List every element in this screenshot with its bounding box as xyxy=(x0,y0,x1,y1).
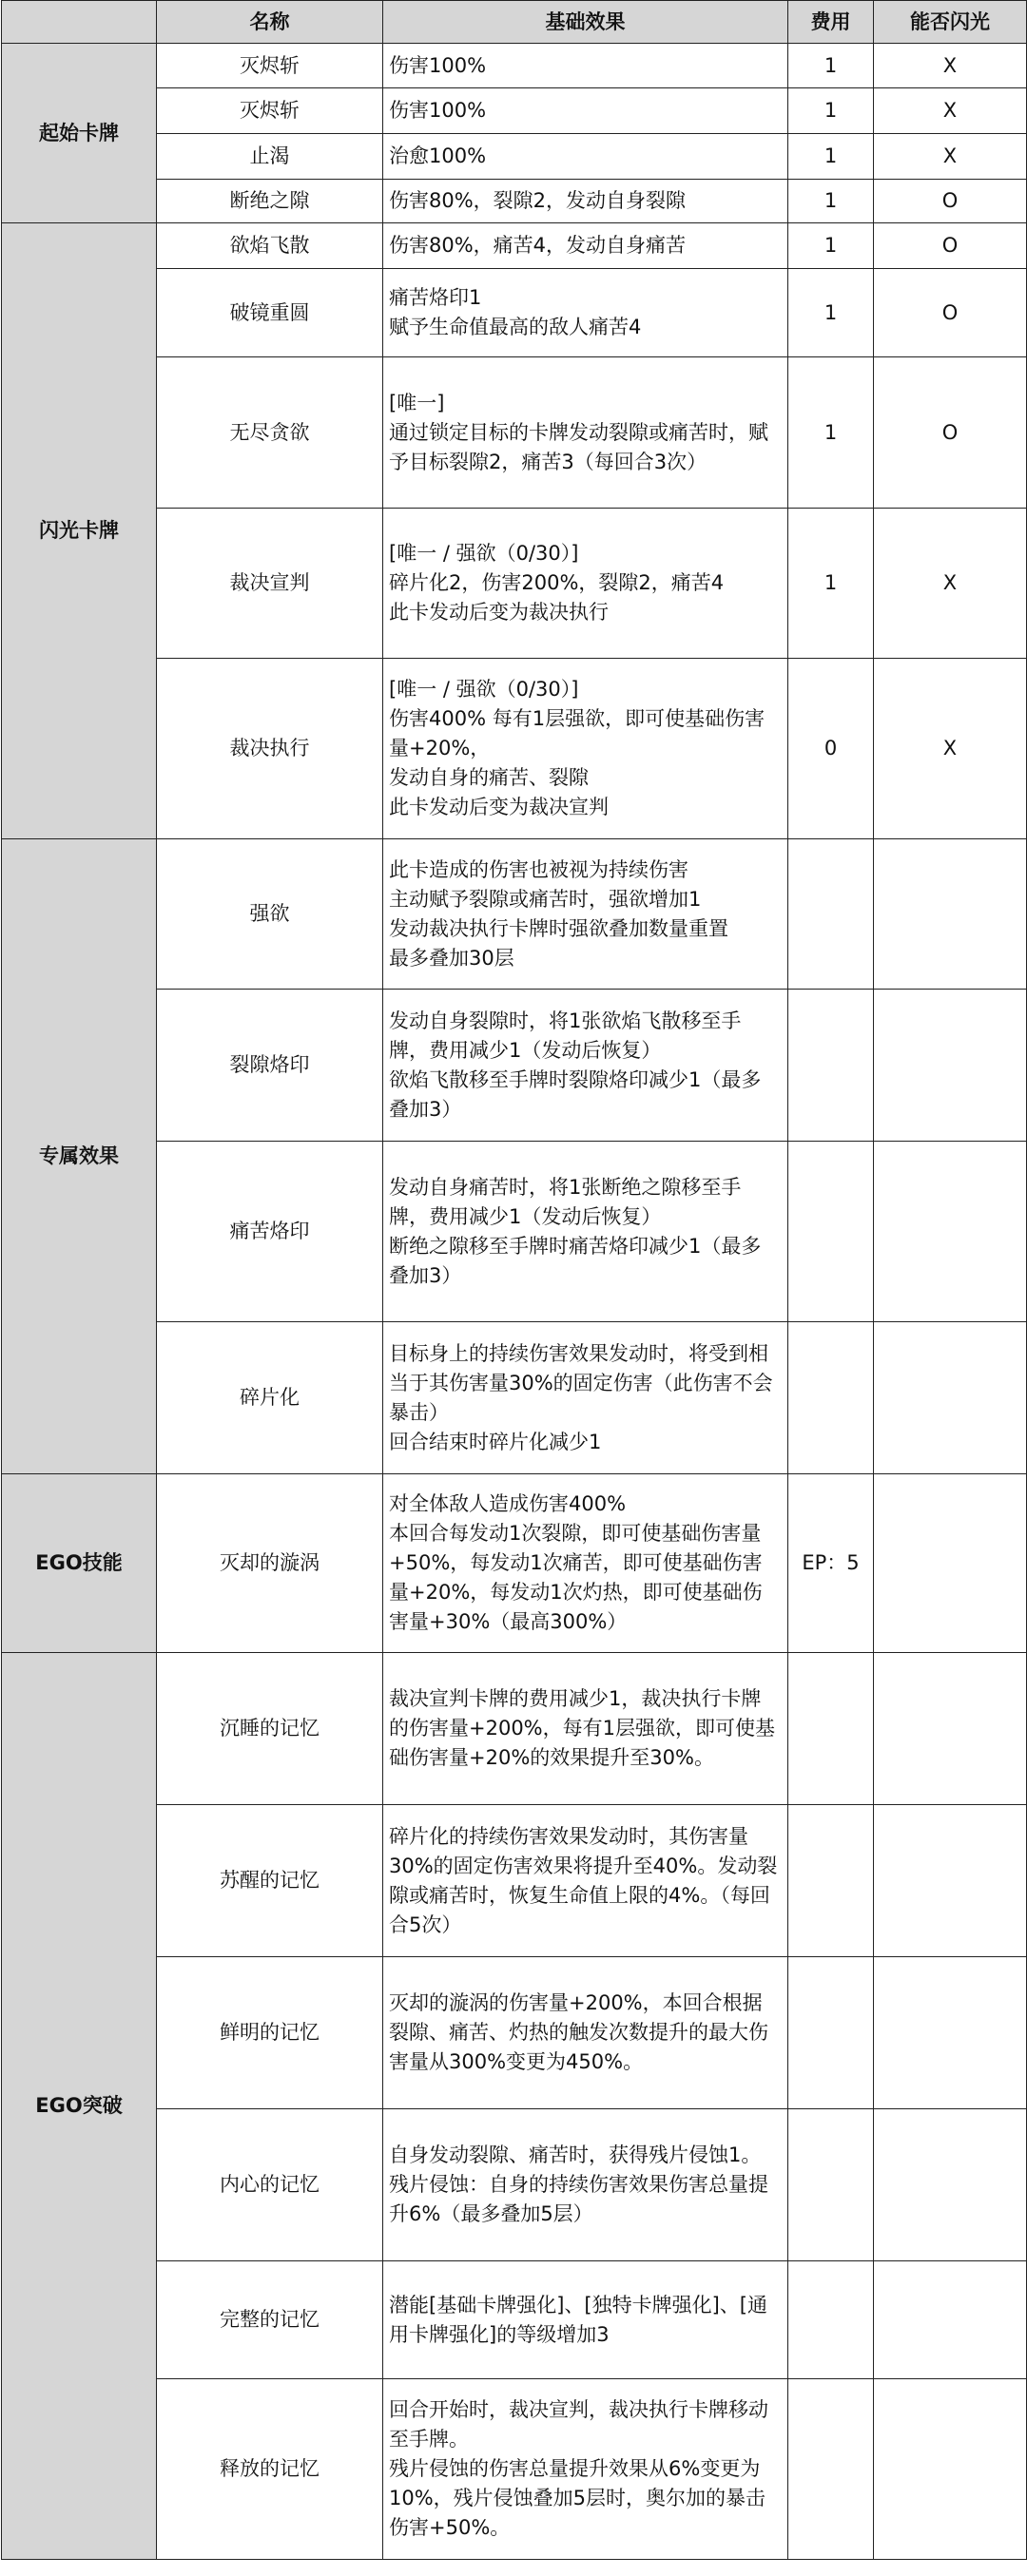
card-flash xyxy=(874,1957,1027,2109)
card-flash: X xyxy=(874,659,1027,839)
card-effect: 伤害100% xyxy=(383,88,788,134)
card-name: 苏醒的记忆 xyxy=(157,1805,383,1957)
card-name: 强欲 xyxy=(157,839,383,990)
card-flash: X xyxy=(874,88,1027,134)
card-flash: O xyxy=(874,269,1027,357)
card-flash xyxy=(874,1474,1027,1653)
card-effect: 碎片化的持续伤害效果发动时，其伤害量30%的固定伤害效果将提升至40%。发动裂隙或痛苦时，恢复生命值上限的4%。（每回合5次） xyxy=(383,1805,788,1957)
card-name: 灭却的漩涡 xyxy=(157,1474,383,1653)
card-flash: X xyxy=(874,44,1027,88)
table-row xyxy=(2,1653,1027,1805)
card-name: 裁决执行 xyxy=(157,659,383,839)
card-name: 灭烬斩 xyxy=(157,44,383,88)
header-group-cell xyxy=(2,1,157,44)
card-flash: O xyxy=(874,223,1027,269)
group-label: 闪光卡牌 xyxy=(2,223,157,839)
card-name: 止渴 xyxy=(157,134,383,180)
card-name: 欲焰飞散 xyxy=(157,223,383,269)
card-cost xyxy=(788,1805,874,1957)
card-cost: 1 xyxy=(788,269,874,357)
card-name: 破镜重圆 xyxy=(157,269,383,357)
card-cost: 1 xyxy=(788,357,874,509)
card-effect: 对全体敌人造成伤害400% 本回合每发动1次裂隙，即可使基础伤害量+50%，每发动1次痛苦，即可使基础伤害量+20%，每发动1次灼热，即可使基础伤害量+30%（最高300%） xyxy=(383,1474,788,1653)
card-cost: 1 xyxy=(788,88,874,134)
card-cost: 1 xyxy=(788,134,874,180)
card-name: 内心的记忆 xyxy=(157,2109,383,2261)
card-flash: O xyxy=(874,180,1027,223)
card-name: 碎片化 xyxy=(157,1322,383,1474)
card-flash: X xyxy=(874,134,1027,180)
card-effect: 裁决宣判卡牌的费用减少1，裁决执行卡牌的伤害量+200%，每有1层强欲，即可使基础伤害量+20%的效果提升至30%。 xyxy=(383,1653,788,1805)
card-effect: 治愈100% xyxy=(383,134,788,180)
card-cost: 1 xyxy=(788,180,874,223)
card-name: 痛苦烙印 xyxy=(157,1142,383,1322)
group-label: EGO突破 xyxy=(2,1653,157,2560)
card-effect: 潜能[基础卡牌强化]、[独特卡牌强化]、[通用卡牌强化]的等级增加3 xyxy=(383,2261,788,2379)
card-effect: [唯一] 通过锁定目标的卡牌发动裂隙或痛苦时，赋予目标裂隙2，痛苦3（每回合3次） xyxy=(383,357,788,509)
table-body xyxy=(2,44,1027,2560)
card-cost: 1 xyxy=(788,509,874,659)
card-flash xyxy=(874,1142,1027,1322)
card-effect: 此卡造成的伤害也被视为持续伤害 主动赋予裂隙或痛苦时，强欲增加1 发动裁决执行卡牌时强欲叠加数量重置 最多叠加30层 xyxy=(383,839,788,990)
card-effects-table xyxy=(1,0,1027,2560)
card-flash xyxy=(874,839,1027,990)
card-cost xyxy=(788,2261,874,2379)
card-effect: [唯一 / 强欲（0/30）] 伤害400% 每有1层强欲，即可使基础伤害量+20%， 发动自身的痛苦、裂隙 此卡发动后变为裁决宣判 xyxy=(383,659,788,839)
card-cost: 1 xyxy=(788,223,874,269)
card-cost xyxy=(788,839,874,990)
group-label: 专属效果 xyxy=(2,839,157,1474)
card-flash xyxy=(874,1322,1027,1474)
card-name: 释放的记忆 xyxy=(157,2379,383,2560)
card-cost xyxy=(788,990,874,1142)
card-effect: 回合开始时，裁决宣判，裁决执行卡牌移动至手牌。 残片侵蚀的伤害总量提升效果从6%变更为10%，残片侵蚀叠加5层时，奥尔加的暴击伤害+50%。 xyxy=(383,2379,788,2560)
card-flash xyxy=(874,990,1027,1142)
header-effect: 基础效果 xyxy=(383,1,788,44)
table-row xyxy=(2,839,1027,990)
card-cost xyxy=(788,1653,874,1805)
card-cost xyxy=(788,1322,874,1474)
card-name: 断绝之隙 xyxy=(157,180,383,223)
card-name: 裂隙烙印 xyxy=(157,990,383,1142)
card-effect: 灭却的漩涡的伤害量+200%，本回合根据裂隙、痛苦、灼热的触发次数提升的最大伤害量从300%变更为450%。 xyxy=(383,1957,788,2109)
card-effect: 目标身上的持续伤害效果发动时，将受到相当于其伤害量30%的固定伤害（此伤害不会暴击） 回合结束时碎片化减少1 xyxy=(383,1322,788,1474)
card-cost: EP：5 xyxy=(788,1474,874,1653)
card-effect: 发动自身痛苦时，将1张断绝之隙移至手牌，费用减少1（发动后恢复） 断绝之隙移至手牌时痛苦烙印减少1（最多叠加3） xyxy=(383,1142,788,1322)
table-row xyxy=(2,223,1027,269)
card-cost: 0 xyxy=(788,659,874,839)
header-row xyxy=(2,1,1027,44)
card-flash: O xyxy=(874,357,1027,509)
card-effect: 发动自身裂隙时，将1张欲焰飞散移至手牌，费用减少1（发动后恢复） 欲焰飞散移至手牌时裂隙烙印减少1（最多叠加3） xyxy=(383,990,788,1142)
header-name: 名称 xyxy=(157,1,383,44)
card-cost: 1 xyxy=(788,44,874,88)
card-name: 无尽贪欲 xyxy=(157,357,383,509)
card-effect: 自身发动裂隙、痛苦时，获得残片侵蚀1。 残片侵蚀：自身的持续伤害效果伤害总量提升6%（最多叠加5层） xyxy=(383,2109,788,2261)
card-flash xyxy=(874,2261,1027,2379)
card-flash: X xyxy=(874,509,1027,659)
card-name: 完整的记忆 xyxy=(157,2261,383,2379)
card-name: 灭烬斩 xyxy=(157,88,383,134)
card-name: 裁决宣判 xyxy=(157,509,383,659)
card-effect: 痛苦烙印1 赋予生命值最高的敌人痛苦4 xyxy=(383,269,788,357)
card-name: 鲜明的记忆 xyxy=(157,1957,383,2109)
group-label: EGO技能 xyxy=(2,1474,157,1653)
card-effect: 伤害80%，痛苦4，发动自身痛苦 xyxy=(383,223,788,269)
card-cost xyxy=(788,1142,874,1322)
card-cost xyxy=(788,2109,874,2261)
card-effect: [唯一 / 强欲（0/30）] 碎片化2，伤害200%，裂隙2，痛苦4 此卡发动后变为裁决执行 xyxy=(383,509,788,659)
card-effect: 伤害80%，裂隙2，发动自身裂隙 xyxy=(383,180,788,223)
table-row xyxy=(2,1474,1027,1653)
card-flash xyxy=(874,1805,1027,1957)
card-name: 沉睡的记忆 xyxy=(157,1653,383,1805)
card-effect: 伤害100% xyxy=(383,44,788,88)
card-flash xyxy=(874,2109,1027,2261)
group-label: 起始卡牌 xyxy=(2,44,157,223)
card-cost xyxy=(788,1957,874,2109)
card-flash xyxy=(874,1653,1027,1805)
table-row xyxy=(2,44,1027,88)
header-flash: 能否闪光 xyxy=(874,1,1027,44)
card-flash xyxy=(874,2379,1027,2560)
card-cost xyxy=(788,2379,874,2560)
header-cost: 费用 xyxy=(788,1,874,44)
